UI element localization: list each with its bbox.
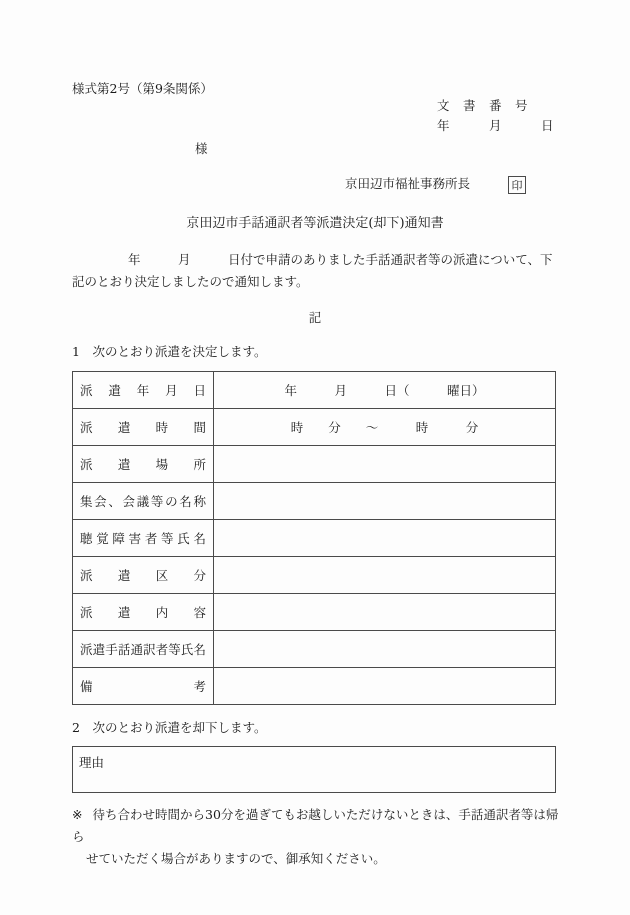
table-row (73, 631, 556, 668)
footnote-mark: ※ (72, 807, 83, 822)
table-row (73, 557, 556, 594)
row-label: 派遣区分 (73, 557, 214, 594)
table-row (73, 446, 556, 483)
issuer-name: 京田辺市福祉事務所長 (345, 176, 471, 191)
body-paragraph: 年 月 日付で申請のありました手話通訳者等の派遣について、下記のとおり決定しましたので通知します。 (72, 252, 553, 289)
row-label: 備考 (73, 668, 214, 705)
page-title: 京田辺市手話通訳者等派遣決定(却下)通知書 (186, 216, 444, 231)
table-row (73, 520, 556, 557)
row-value[interactable] (214, 446, 556, 483)
footnote-line-2: せていただく場合がありますので、御承知ください。 (86, 851, 386, 866)
document-number-field: 文 書 番 号 (437, 98, 529, 113)
row-value[interactable]: 時 分 〜 時 分 (214, 409, 556, 446)
footnote-line-1: 待ち合わせ時間から30分を過ぎてもお越しいただけないときは、手話通訳者等は帰ら (72, 807, 559, 844)
row-value[interactable] (214, 631, 556, 668)
dispatch-table-body (73, 372, 556, 705)
row-label: 派遣場所 (73, 446, 214, 483)
row-value[interactable] (214, 557, 556, 594)
row-value[interactable] (214, 483, 556, 520)
recipient-honorific: 様 (195, 141, 208, 156)
rejection-reason-box[interactable] (72, 746, 556, 793)
seal-stamp-box: 印 (508, 176, 526, 194)
row-label: 派遣年月日 (73, 372, 214, 409)
form-code-label: 様式第2号（第9条関係） (72, 81, 213, 96)
table-row (73, 372, 556, 409)
section-1-heading: 1 次のとおり派遣を決定します。 (72, 344, 267, 359)
row-value[interactable] (214, 520, 556, 557)
table-row (73, 409, 556, 446)
document-date-field: 年 月 日 (437, 118, 555, 133)
dispatch-details-table (72, 371, 556, 705)
table-row (73, 594, 556, 631)
row-value[interactable] (214, 668, 556, 705)
footnote (72, 804, 562, 870)
row-label: 聴覚障害者等氏名 (73, 520, 214, 557)
table-row (73, 668, 556, 705)
row-value[interactable] (214, 594, 556, 631)
row-label: 派遣内容 (73, 594, 214, 631)
rejection-reason-label: 理由 (79, 755, 105, 770)
row-label: 集会、会議等の名称 (73, 483, 214, 520)
section-2-heading: 2 次のとおり派遣を却下します。 (72, 720, 267, 735)
row-value[interactable]: 年 月 日（ 曜日） (214, 372, 556, 409)
row-label: 派遣手話通訳者等氏名 (73, 631, 214, 668)
table-row (73, 483, 556, 520)
ki-marker: 記 (308, 310, 322, 325)
row-label: 派遣時間 (73, 409, 214, 446)
